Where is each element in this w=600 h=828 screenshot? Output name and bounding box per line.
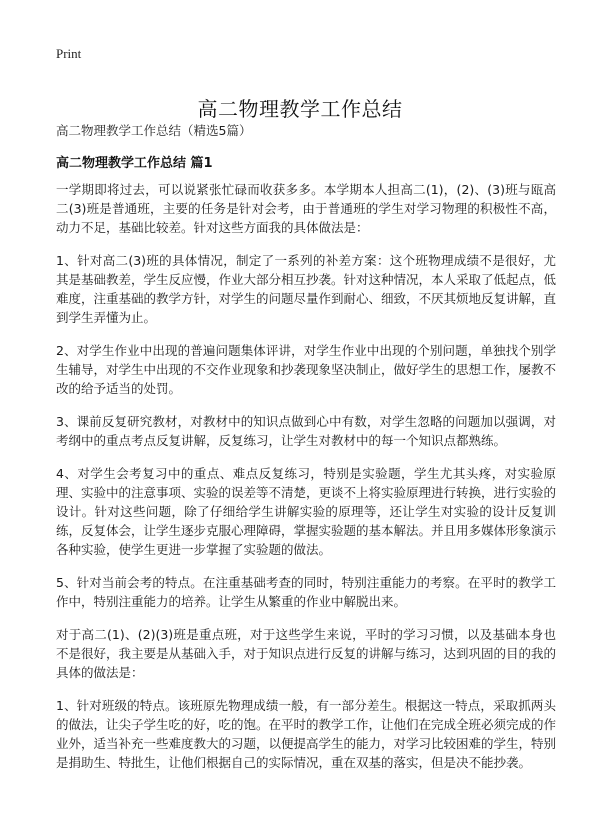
paragraph-5: 4、对学生会考复习中的重点、难点反复练习，特别是实验题，学生尤其头疼，对实验原理、实验中的注意事项、实验的误差等不清楚，更谈不上将实验原理进行转换，进行实验的设计。针对这些问题，除了仔细给学生讲解实验的原理等，还让学生对实验的设计反复训练，反复体会，让学生逐步克服心理障碍，掌握实验题的基本解法。并且用多媒体形象演示各种实验，使学生更进一步掌握了实验题的做法。	[56, 466, 557, 557]
document-body	[56, 180, 556, 786]
paragraph-3: 2、对学生作业中出现的普遍问题集体评讲，对学生作业中出现的个别问题，单独找个别学生辅导，对学生中出现的不交作业现象和抄袭现象坚决制止，做好学生的思想工作，屡教不改的给予适当的处罚。	[56, 343, 557, 396]
paragraph-6: 5、针对当前会考的特点。在注重基础考查的同时，特别注重能力的考察。在平时的教学工作中，特别注重能力的培养。让学生从繁重的作业中解脱出来。	[56, 575, 556, 609]
paragraph-8: 1、针对班级的特点。该班原先物理成绩一般，有一部分差生。根据这一特点，采取抓两头的做法，让尖子学生吃的好，吃的饱。在平时的教学工作，让他们在完成全班必须完成的作业外，适当补充一些难度教大的习题，以便提高学生的能力，对学习比较困难的学生，特别是捐助生、特批生，让他们根据自己的实际情况，重在双基的落实，但是决不能抄袭。	[56, 698, 557, 770]
page-title: 高二物理教学工作总结	[197, 97, 403, 122]
section-heading: 高二物理教学工作总结 篇1	[56, 156, 213, 171]
print-link[interactable]: Print	[56, 46, 82, 61]
paragraph-1: 一学期即将过去，可以说紧张忙碌而收获多多。本学期本人担高二(1)，(2)、(3)班与瓯高二(3)班是普通班，主要的任务是针对会考，由于普通班的学生对学习物理的积极性不高，动力不足，基础比较差。针对这些方面我的具体做法是：	[56, 182, 556, 235]
document-subtitle: 高二物理教学工作总结（精选5篇）	[56, 123, 252, 138]
paragraph-7: 对于高二(1)、(2)(3)班是重点班，对于这些学生来说，平时的学习习惯，以及基础本身也不是很好，我主要是从基础入手，对于知识点进行反复的讲解与练习，达到巩固的目的我的具体的做法是：	[56, 627, 557, 680]
paragraph-4: 3、课前反复研究教材，对教材中的知识点做到心中有数，对学生忽略的问题加以强调，对考纲中的重点考点反复讲解，反复练习，让学生对教材中的每一个知识点都熟练。	[56, 414, 556, 448]
paragraph-2: 1、针对高二(3)班的具体情况，制定了一系列的补差方案：这个班物理成绩不是很好，尤其是基础教差，学生反应慢，作业大部分相互抄袭。针对这种情况，本人采取了低起点，低难度，注重基础的教学方针，对学生的问题尽量作到耐心、细致，不厌其烦地反复讲解，直到学生弄懂为止。	[56, 253, 557, 325]
